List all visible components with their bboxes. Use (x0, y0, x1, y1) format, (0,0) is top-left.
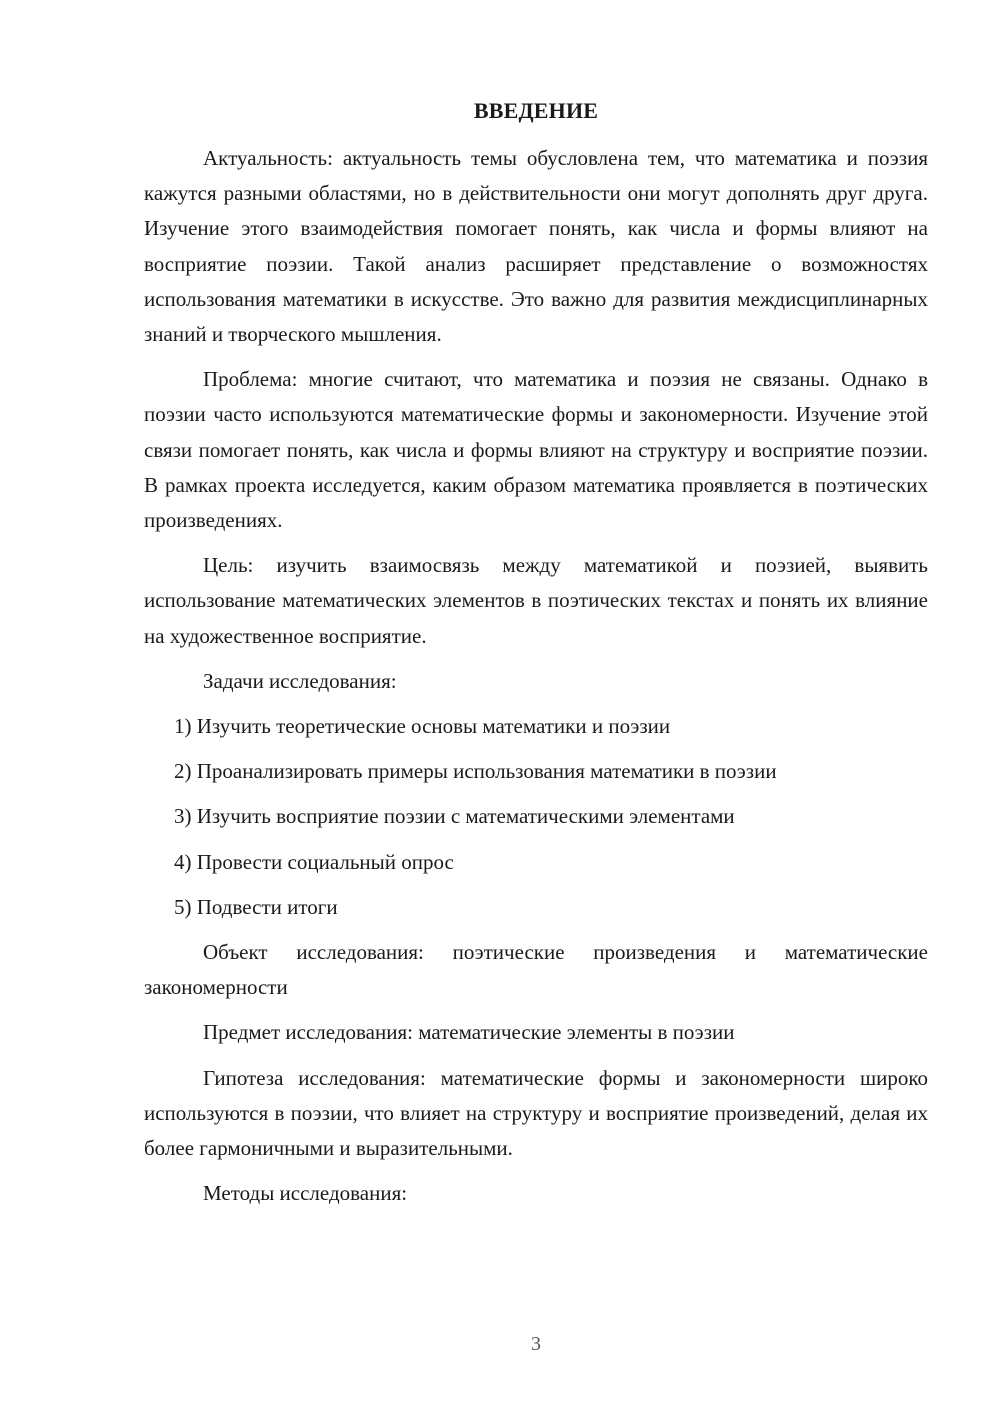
methods-title: Методы исследования: (203, 1181, 408, 1206)
list-item: 4) Провести социальный опрос (174, 849, 454, 874)
list-item: 2) Проанализировать примеры использования математики в поэзии (174, 759, 777, 784)
list-item: 3) Изучить восприятие поэзии с математическими элементами (174, 804, 735, 829)
tasks-title: Задачи исследования: (203, 668, 397, 693)
document-body (144, 141, 928, 1211)
list-item: 5) Подвести итоги (174, 894, 338, 919)
goal-paragraph: Цель: изучить взаимосвязь между математикой и поэзией, выявить использование математических элементов в поэтических текстах и понять их влияние на художественное восприятие. (144, 553, 928, 648)
relevance-paragraph: Актуальность: актуальность темы обусловлена тем, что математика и поэзия кажутся разными областями, но в действительности они могут дополнять друг друга. Изучение этого взаимодействия помогает понять, как числа и формы влияют на восприятие поэзии. Такой анализ расширяет представление о возможностях использования математики в искусстве. Это важно для развития междисциплинарных знаний и творческого мышления. (144, 146, 928, 347)
list-item: 1) Изучить теоретические основы математики и поэзии (174, 714, 671, 739)
hypothesis-paragraph: Гипотеза исследования: математические формы и закономерности широко используются в поэзии, что влияет на структуру и восприятие произведений, делая их более гармоничными и выразительными. (144, 1065, 928, 1161)
page-title: ВВЕДЕНИЕ (473, 98, 599, 123)
page-number: 3 (531, 1333, 541, 1355)
tasks-list (144, 709, 928, 925)
subject-paragraph: Предмет исследования: математические элементы в поэзии (203, 1020, 735, 1045)
object-paragraph: Объект исследования: поэтические произведения и математические закономерности (144, 940, 928, 1000)
problem-paragraph: Проблема: многие считают, что математика и поэзия не связаны. Однако в поэзии часто используются математические формы и закономерности. Изучение этой связи помогает понять, как числа и формы влияют на структуру и восприятие поэзии. В рамках проекта исследуется, каким образом математика проявляется в поэтических произведениях. (144, 367, 928, 533)
